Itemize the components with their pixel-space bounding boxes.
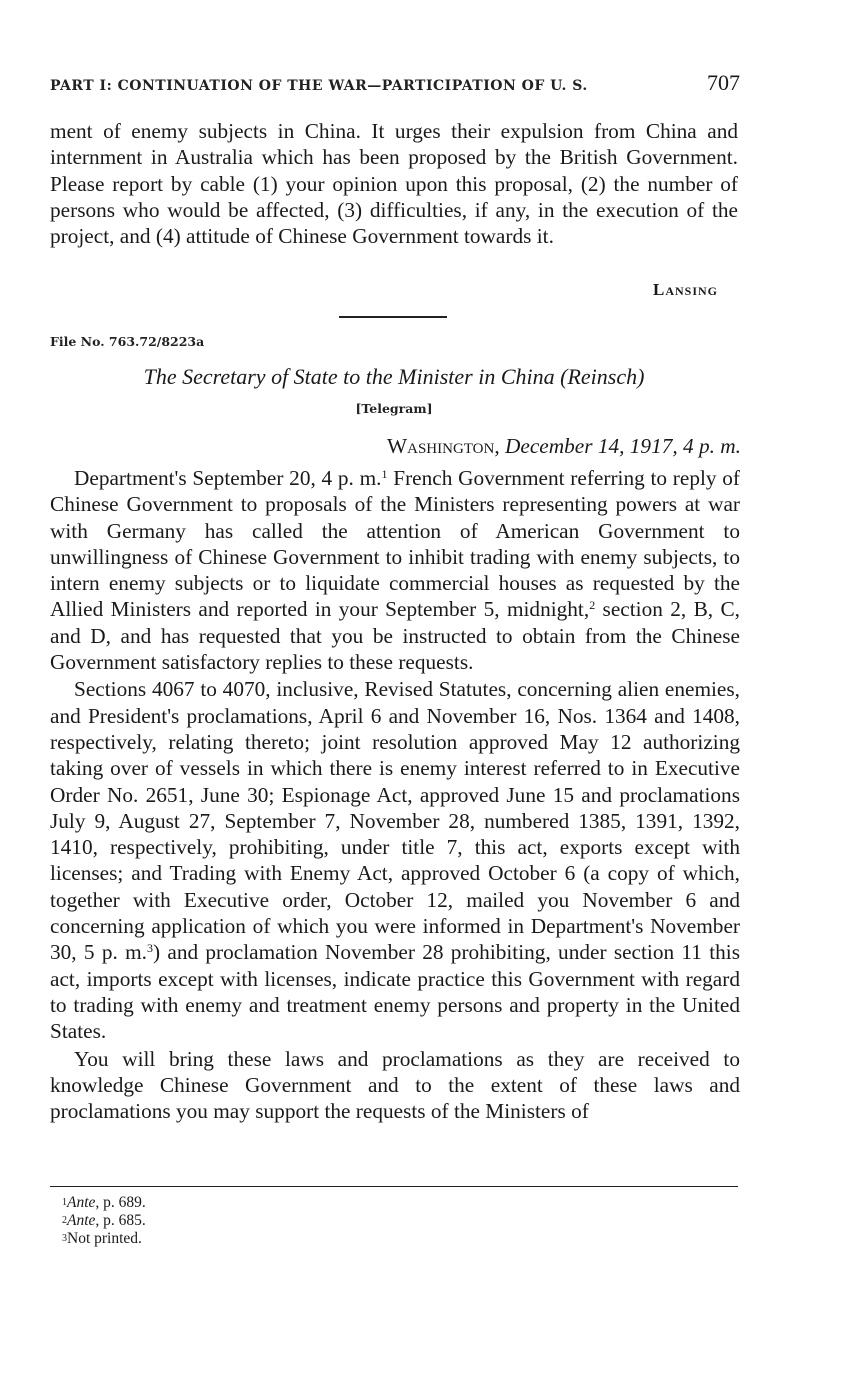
signature: Lansing [652,280,718,299]
dateline-date: December 14, 1917, 4 p. m. [505,434,741,458]
paragraph-3: You will bring these laws and proclamations as they are received to knowledge Chinese Government and to the extent of these laws and proclamations you may support the requests of the Ministers of [50,1046,740,1124]
footnote-source: Ante, [67,1194,100,1211]
footnote-text: Not printed. [67,1230,142,1247]
paragraph-1-text-c: section 2, B, C, and D, and has requested that you be instructed to obtain from the Chinese Government satisfactory replies to these requests. [50,597,740,675]
dateline [387,434,741,459]
paragraph-2-text-a: Sections 4067 to 4070, inclusive, Revised Statutes, concerning alien enemies, and President's proclamations, April 6 and November 16, Nos. 1364 and 1408, respectively, relating thereto; joint resolution approved May 12 authorizing taking over of vessels in which there is enemy interest referred to in Executive Order No. 2651, June 30; Espionage Act, approved June 15 and proclamations July 9, August 27, September 7, November 28, numbered 1385, 1391, 1392, 1410, respectively, prohibiting, under title 7, this act, exports except with licenses; and Trading with Enemy Act, approved October 6 (a copy of which, together with Executive order, October 12, mailed you November 6 and concerning application of which you were informed in Department's November 30, 5 p. m. [50,677,740,965]
footnote [62,1194,146,1212]
footnote-divider [50,1186,738,1187]
footnote-ref-2: 2 [589,598,596,613]
footnote [62,1212,146,1230]
paragraph-1-text-b: French Government referring to reply of Chinese Government to proposals of the Ministers representing powers at war with Germany has called the attention of American Government to unwillingness of Chinese Government to inhibit trading with enemy subjects, to intern enemy subjects or to liquidate commercial houses as requested by the Allied Ministers and reported in your September 5, midnight, [50,466,741,622]
footnote-ref-1: 1 [381,467,388,481]
continued-paragraph [50,118,738,249]
footnote-mark: 3 [62,1233,67,1244]
document-heading: The Secretary of State to the Minister in China (Reinsch) [143,364,645,389]
continued-text: ment of enemy subjects in China. It urges their expulsion from China and internment in Australia which has been proposed by the British Government. Please report by cable (1) your opinion upon this proposal, (2) the number of persons who would be affected, (3) difficulties, if any, in the execution of the project, and (4) attitude of Chinese Government towards it. [50,119,738,249]
document-kind: [Telegram] [355,401,433,416]
dateline-place: Washington, [387,434,500,458]
file-number: File No. 763.72/8223a [50,334,205,349]
footnote-text: p. 685. [99,1212,146,1229]
paragraph-2-text-b: ) and proclamation November 28 prohibiting, under section 11 this act, imports except with licenses, indicate practice this Government with regard to trading with enemy and treatment enemy persons and property in the United States. [50,940,740,1044]
footnote-source: Ante, [67,1212,100,1229]
page-number: 707 [707,70,740,95]
footnote [62,1230,146,1248]
paragraph-1-text-a: Department's September 20, 4 p. m. [74,466,382,490]
telegram-body [50,465,740,1124]
footnotes [62,1194,146,1248]
paragraph-2 [50,676,740,1044]
paragraph-1 [50,465,740,675]
footnote-mark: 2 [62,1215,67,1226]
footnote-text: p. 689. [99,1194,146,1211]
footnote-mark: 1 [62,1197,67,1208]
section-divider [339,316,447,318]
footnote-ref-3: 3 [146,941,153,956]
running-header [50,70,740,100]
running-title: PART I: CONTINUATION OF THE WAR—PARTICIPATION OF U. S. [50,78,588,94]
